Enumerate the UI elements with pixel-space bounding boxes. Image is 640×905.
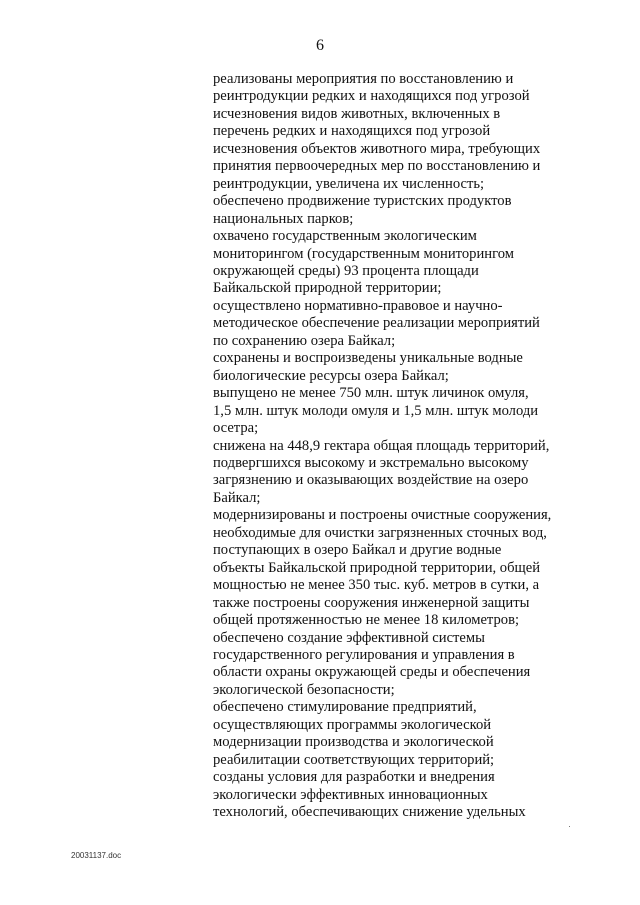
text-line: исчезновения объектов животного мира, требующих — [213, 140, 541, 157]
text-line: осуществляющих программы экологической — [213, 716, 492, 733]
text-line: государственного регулирования и управления в — [213, 646, 515, 663]
text-line: принятия первоочередных мер по восстановлению и — [213, 158, 541, 175]
text-line: созданы условия для разработки и внедрения — [213, 769, 495, 786]
text-line: сохранены и воспроизведены уникальные водные — [213, 350, 523, 367]
text-line: окружающей среды) 93 процента площади — [213, 262, 479, 279]
text-line: мощностью не менее 350 тыс. куб. метров в сутки, а — [213, 577, 540, 594]
text-line: экологической безопасности; — [213, 681, 395, 698]
text-line: экологически эффективных инновационных — [213, 786, 488, 803]
text-line: мониторингом (государственным мониторингом — [213, 245, 514, 262]
scan-speck — [569, 826, 570, 827]
text-line: осуществлено нормативно-правовое и научно- — [213, 297, 503, 314]
text-line: модернизации производства и экологической — [213, 734, 494, 751]
text-line: исчезновения видов животных, включенных в — [213, 105, 501, 122]
document-body — [213, 71, 573, 821]
text-line: методическое обеспечение реализации мероприятий — [213, 315, 540, 332]
text-line: модернизированы и построены очистные сооружения, — [213, 507, 552, 524]
text-line: снижена на 448,9 гектара общая площадь территорий, — [213, 437, 550, 454]
text-line: 1,5 млн. штук молоди омуля и 1,5 млн. штук молоди — [213, 402, 539, 419]
text-line: реинтродукции, увеличена их численность; — [213, 175, 485, 192]
text-line: реинтродукции редких и находящихся под угрозой — [213, 88, 530, 105]
text-line: осетра; — [213, 420, 259, 437]
text-line: реализованы мероприятия по восстановлению и — [213, 71, 514, 87]
document-filename: 20031137.doc — [71, 851, 122, 860]
text-line: охвачено государственным экологическим — [213, 228, 477, 245]
text-line: Байкальской природной территории; — [213, 280, 442, 297]
text-line: области охраны окружающей среды и обеспечения — [213, 664, 531, 681]
text-line: также построены сооружения инженерной защиты — [213, 594, 530, 611]
text-line: загрязнению и оказывающих воздействие на озеро — [213, 472, 529, 489]
text-line: реабилитации соответствующих территорий; — [213, 751, 495, 768]
text-line: национальных парков; — [213, 210, 354, 227]
text-line: объекты Байкальской природной территории, общей — [213, 559, 541, 576]
text-line: выпущено не менее 750 млн. штук личинок омуля, — [213, 385, 529, 402]
text-line: обеспечено создание эффективной системы — [213, 629, 485, 646]
text-line: перечень редких и находящихся под угрозой — [213, 123, 491, 140]
page-number: 6 — [316, 37, 324, 54]
text-line: биологические ресурсы озера Байкал; — [213, 367, 449, 384]
text-line: обеспечено стимулирование предприятий, — [213, 699, 477, 716]
text-line: технологий, обеспечивающих снижение удельных — [213, 804, 526, 821]
text-line: обеспечено продвижение туристских продуктов — [213, 193, 512, 210]
text-line: необходимые для очистки загрязненных сточных вод, — [213, 524, 547, 541]
text-line: по сохранению озера Байкал; — [213, 332, 396, 349]
text-line: общей протяженностью не менее 18 километров; — [213, 612, 520, 629]
text-line: Байкал; — [213, 489, 261, 506]
text-line: подвергшихся высокому и экстремально высокому — [213, 454, 529, 471]
text-line: поступающих в озеро Байкал и другие водные — [213, 542, 502, 559]
